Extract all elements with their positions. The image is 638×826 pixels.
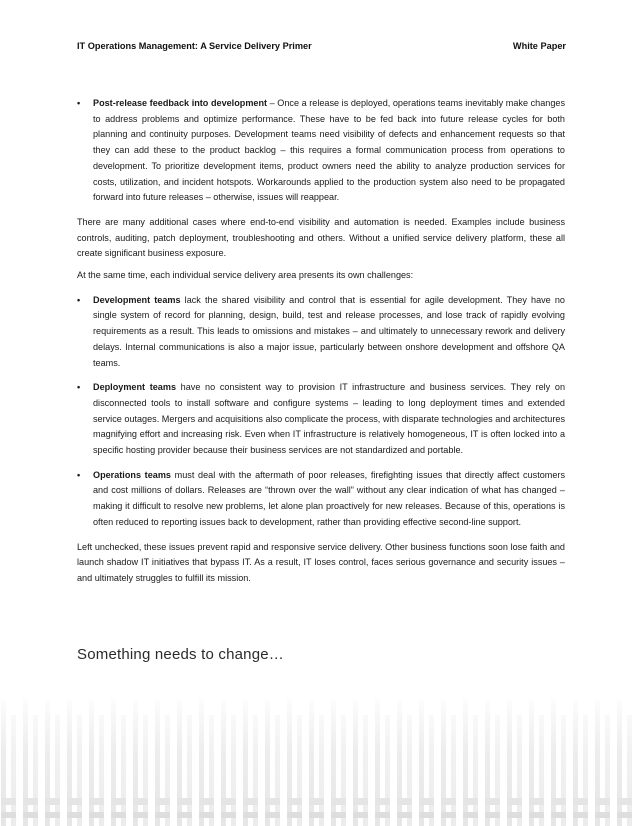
bullet-term: Operations teams [93, 469, 171, 480]
bullet-text: must deal with the aftermath of poor releases, firefighting issues that directly affect customers and cost millions of dollars. Releases are “thrown over the wall” without any clear indication of what has changed – making it difficult to resolve new problems, let alone plan proactively for new releases. Because of this, operations is often reduced to reporting issues back to development, rather than providing effective second-line support. [93, 469, 565, 527]
bullet-glyph: • [77, 469, 81, 480]
bullet-term: Deployment teams [93, 382, 176, 393]
bullet-glyph: • [77, 98, 81, 108]
bullet-text: – Once a release is deployed, operations teams inevitably make changes to address problems and optimize performance. These have to be fed back into future release cycles for both planning and continuity purposes. Development teams need visibility of defects and enhancement requests so that they can add these to the product backlog – this requires a formal communication process from operations to development. To prioritize development items, product owners need the ability to analyze production services for costs, utilization, and incident hotspots. Workarounds applied to the production system also need to be propagated forward into future releases – otherwise, issues will reappear. [93, 98, 565, 203]
page-header [77, 41, 566, 51]
bullet-term: Post-release feedback into development [93, 98, 268, 108]
bullet-development-teams [77, 293, 565, 372]
section-heading: Something needs to change… [77, 646, 285, 663]
bullet-text: lack the shared visibility and control that is essential for agile development. They have no single system of record for planning, design, build, test and release processes, and lose track of rapidly evolving requirements as a result. This leads to omissions and mistakes – and ultimately to unnecessary rework and delivery delays. Internal communications is also a major issue, particularly between onshore development and offshore QA teams. [93, 294, 565, 368]
bullet-deployment-teams [77, 380, 565, 459]
bullet-post-release [77, 96, 565, 206]
bullet-text: have no consistent way to provision IT infrastructure and business services. They rely on disconnected tools to install software and configure systems – leading to long deployment times and extended service outages. Mergers and acquisitions also complicate the process, with disparate technologies and architectures magnifying effort and increasing risk. Even when IT infrastructure is relatively homogeneous, IT is often locked into a specific hosting provider because their business services are not standardized and portable. [93, 382, 565, 456]
document-type: White Paper [512, 41, 566, 51]
body-content [77, 96, 565, 593]
bullet-glyph: • [77, 382, 81, 393]
bullet-glyph: • [77, 294, 81, 305]
bullet-term: Development teams [93, 294, 181, 305]
paragraph-challenges-intro: At the same time, each individual service delivery area presents its own challenges: [77, 270, 414, 281]
document-title: IT Operations Management: A Service Delivery Primer [77, 41, 312, 51]
paragraph-additional-cases: There are many additional cases where end-to-end visibility and automation is needed. Examples include business controls, auditing, patch deployment, troubleshooting and others. Without a unified service delivery platform, these all create significant business exposure. [77, 216, 565, 259]
bullet-operations-teams [77, 468, 565, 531]
paragraph-conclusion: Left unchecked, these issues prevent rapid and responsive service delivery. Other business functions soon lose faith and launch shadow IT initiatives that bypass IT. As a result, IT loses control, faces serious governance and security issues – and ultimately struggles to fulfill its mission. [77, 541, 565, 583]
decorative-pattern [0, 690, 638, 826]
